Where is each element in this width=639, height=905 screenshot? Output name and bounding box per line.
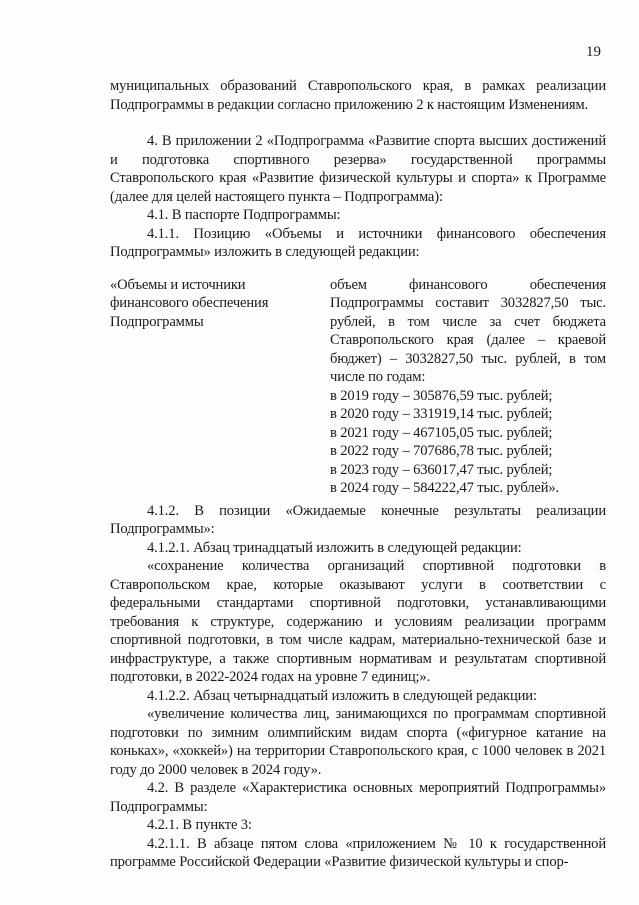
financing-year-line: в 2019 году – 305876,59 тыс. рублей; [330,387,553,404]
page-number: 19 [586,44,601,60]
financing-year-line: в 2023 году – 636017,47 тыс. рублей; [330,461,553,478]
financing-table-label-cell [110,276,330,498]
financing-year-line: в 2024 году – 584222,47 тыс. рублей». [330,480,560,496]
financing-year-line: в 2021 году – 467105,05 тыс. рублей; [330,424,553,441]
financing-table [110,276,606,498]
paragraph: 4. В приложении 2 «Подпрограмма «Развитие спорта высших достижений и подготовка спортивного резерва» государственной программы Ставропольского края «Развитие физической культуры и спорта» к Программе (далее для целей настоящего пункта – Подпрограмма): [110,133,606,205]
financing-summary: объем финансового обеспечения Подпрограммы составит 3032827,50 тыс. рублей, в том числе за счет бюджета Ставропольского края (далее – краевой бюджет) – 3032827,50 тыс. рублей, в том числе по годам: [330,276,606,385]
paragraph: 4.1. В паспорте Подпрограммы: [147,207,341,223]
paragraph-gap [110,114,606,132]
paragraph: 4.1.2. В позиции «Ожидаемые конечные результаты реализации Подпрограммы»: [110,502,606,537]
table-label-line: Подпрограммы [110,313,204,330]
financing-year-line: в 2022 году – 707686,78 тыс. рублей; [330,443,553,459]
document-body [110,77,606,872]
paragraph-group-top [110,77,606,114]
paragraph: 4.2.1. В пункте 3: [147,817,252,833]
paragraph-group-bottom [110,502,606,872]
paragraph: «увеличение количества лиц, занимающихся по программам спортивной подготовки по зимним олимпийским видам спорта («фигурное катание на коньках», «хоккей») на территории Ставропольского края, с 1000 человек в 2021 году до 2000 человек в 2024 году». [110,706,606,778]
paragraph: 4.1.1. Позицию «Объемы и источники финансового обеспечения Подпрограммы» изложить в следующей редакции: [110,225,606,260]
paragraph: «сохранение количества организаций спортивной подготовки в Ставропольском крае, которые оказывают услуги в соответствии с федеральными стандартами спортивной подготовки, устанавливающими требования к структуре, содержанию и условиям реализации программ спортивной подготовки, в том числе кадрам, материально-технической базе и инфраструктуре, а также спортивным нормативам и результатам спортивной подготовки, в 2022-2024 годах на уровне 7 единиц;». [110,558,606,685]
paragraph-group-intro [110,132,606,262]
financing-year-line: в 2020 году – 331919,14 тыс. рублей; [330,406,553,422]
paragraph: 4.2. В разделе «Характеристика основных мероприятий Подпрограммы» Подпрограммы: [110,780,606,815]
paragraph: 4.2.1.1. В абзаце пятом слова «приложением № 10 к государственной программе Российской Федерации «Развитие физической культуры и спор- [110,835,606,870]
financing-table-value-cell [330,276,606,498]
paragraph: муниципальных образований Ставропольского края, в рамках реализации Подпрограммы в редакции согласно приложению 2 к настоящим Изменениям. [110,78,606,113]
table-label-line: «Объемы и источники [110,276,246,293]
paragraph: 4.1.2.2. Абзац четырнадцатый изложить в следующей редакции: [147,687,537,704]
paragraph: 4.1.2.1. Абзац тринадцатый изложить в следующей редакции: [147,539,522,556]
table-label-line: финансового обеспечения [110,295,269,311]
